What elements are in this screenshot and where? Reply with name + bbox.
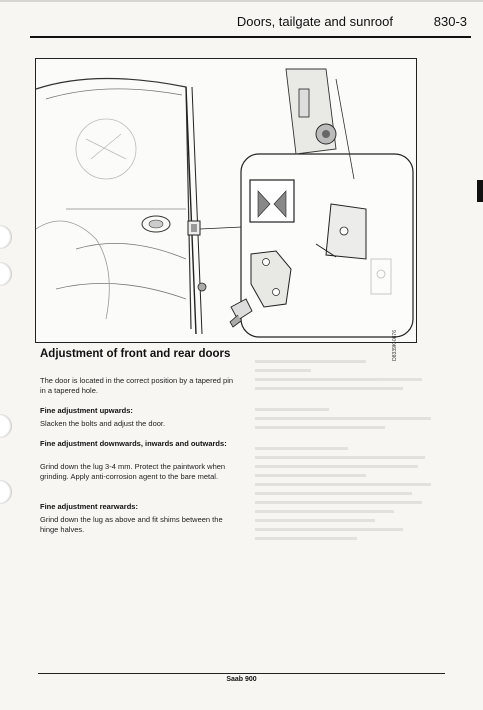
step-text: Slacken the bolts and adjust the door. [40, 419, 166, 428]
door-hinge-drawing [36, 59, 416, 342]
step-heading: Fine adjustment downwards, inwards and outwards: [40, 439, 227, 448]
show-through-text [255, 360, 440, 630]
section-intro: The door is located in the correct position by a tapered pin in a tapered hole. [40, 376, 234, 395]
binder-hole [0, 262, 12, 286]
step-text: Grind down the lug 3-4 mm. Protect the paintwork when grinding. Apply anti-corrosion agent to the bare metal. [40, 462, 226, 481]
section-title: Adjustment of front and rear doors [40, 348, 231, 360]
binder-hole [0, 414, 12, 438]
header-title: Doors, tailgate and sunroof [236, 14, 393, 29]
footer-rule [38, 673, 445, 674]
page-edge [0, 0, 483, 2]
section-tab-marker [477, 180, 483, 202]
header-page-number: 830-3 [433, 14, 467, 29]
binder-hole [0, 480, 12, 504]
footer-text: Saab 900 [226, 676, 257, 683]
step-heading: Fine adjustment upwards: [40, 406, 133, 415]
binder-hole [0, 225, 12, 249]
figure-code: D8339K-0876 [392, 330, 398, 361]
page-header [30, 10, 471, 38]
step-text: Grind down the lug as above and fit shims between the hinge halves. [40, 515, 223, 534]
step-heading: Fine adjustment rearwards: [40, 502, 138, 511]
